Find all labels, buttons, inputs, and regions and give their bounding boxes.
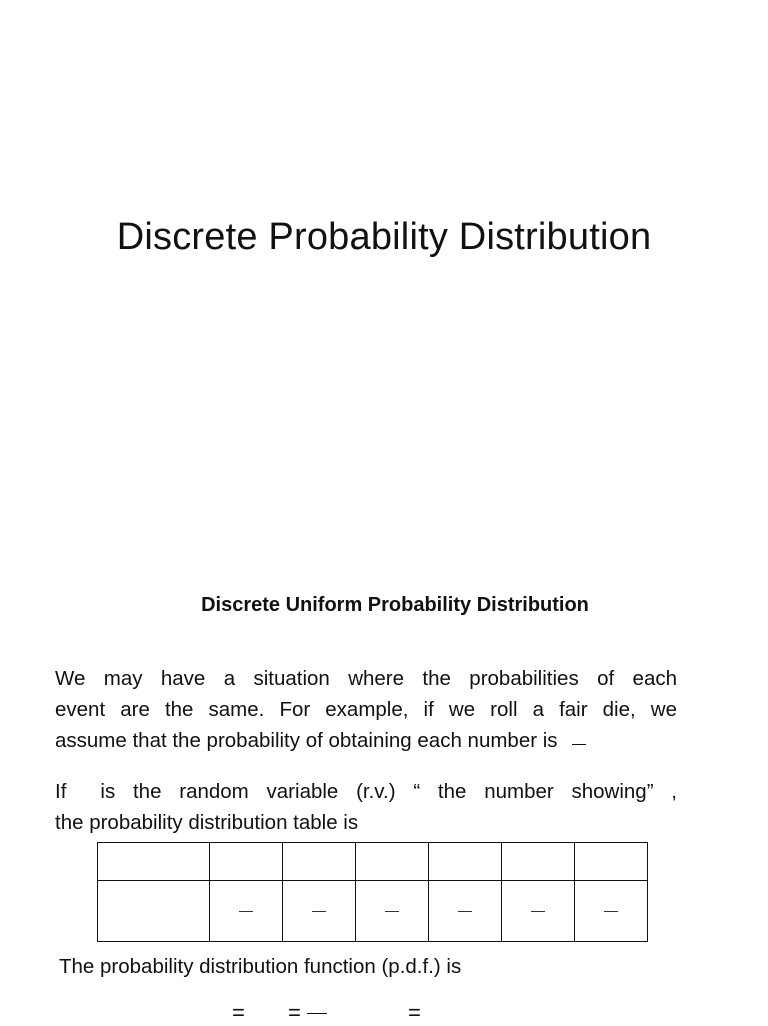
fraction-bar [312,911,326,912]
rv-line-1-wrapper [55,776,677,807]
fraction-bar [604,911,618,912]
table-cell [356,843,429,881]
fraction-bar [385,911,399,912]
table-cell [575,843,648,881]
table-cell [575,881,648,942]
rv-line-1-rest: is the random variable (r.v.) “ the number showing” , [100,780,677,803]
rv-paragraph [55,776,677,838]
distribution-table [97,842,648,942]
table-cell [210,881,283,942]
intro-line-2: event are the same. For example, if we roll a fair die, we [55,698,677,721]
table-cell [283,843,356,881]
table-row-x [98,843,648,881]
intro-line-1: We may have a situation where the probabilities of each [55,667,677,690]
page-title: Discrete Probability Distribution [116,216,652,258]
equals-sign: = [288,1000,301,1025]
table-cell-header [98,881,210,942]
table-cell [210,843,283,881]
fraction-bar [572,744,586,746]
table-row-probability [98,881,648,942]
pdf-label: The probability distribution function (p.d.f.) is [59,955,462,978]
rv-line-2: the probability distribution table is [55,811,359,834]
rv-line-1-start: If [55,780,67,803]
equals-sign: = [232,1000,245,1025]
intro-line-3-wrapper [55,725,677,756]
equals-sign: = [408,1000,421,1025]
table-cell [502,881,575,942]
table-cell [429,881,502,942]
fraction-bar [531,911,545,912]
table-cell [502,843,575,881]
fraction-bar [307,1013,327,1014]
table-cell [356,881,429,942]
intro-line-3: assume that the probability of obtaining each number is [55,729,558,752]
fraction-bar [239,911,253,912]
section-heading: Discrete Uniform Probability Distribution [201,594,589,616]
intro-paragraph [55,663,677,756]
table-cell [429,843,502,881]
table-cell [283,881,356,942]
table-cell-header [98,843,210,881]
fraction-bar [458,911,472,912]
